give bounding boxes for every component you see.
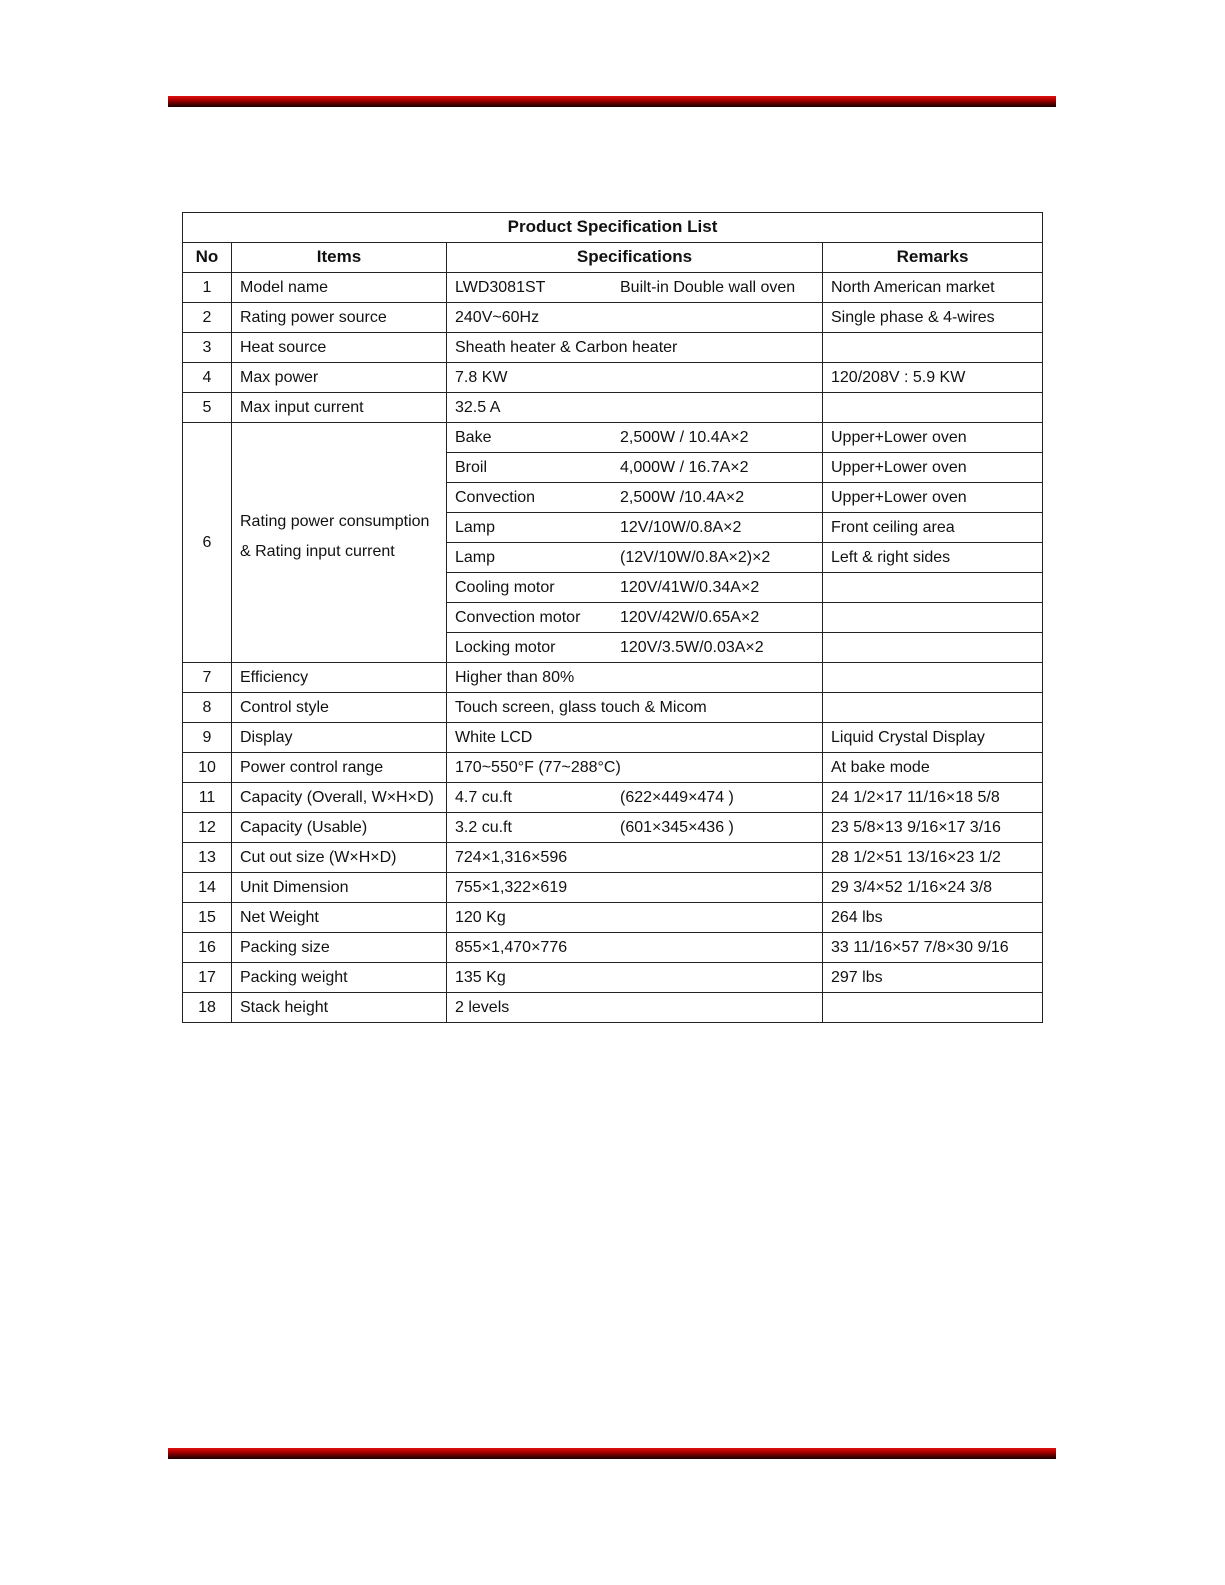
spec-primary: 135 Kg (455, 968, 506, 986)
spec-primary: 2 levels (455, 998, 510, 1016)
row-number: 3 (183, 333, 232, 363)
spec-primary: Higher than 80% (455, 668, 575, 686)
row-specification (447, 513, 823, 543)
component-rating: 120V/3.5W/0.03A×2 (620, 638, 764, 656)
component-rating: 2,500W / 10.4A×2 (620, 428, 749, 446)
row-remark: At bake mode (823, 753, 1043, 783)
component-rating: 120V/42W/0.65A×2 (620, 608, 760, 626)
row-number: 1 (183, 273, 232, 303)
table-row (183, 303, 1043, 333)
row-number: 13 (183, 843, 232, 873)
row-specification (447, 813, 823, 843)
row-remark (823, 633, 1043, 663)
row-remark (823, 393, 1043, 423)
row-remark: North American market (823, 273, 1043, 303)
table-row (183, 273, 1043, 303)
table-row (183, 333, 1043, 363)
row-item: Max power (232, 363, 447, 393)
table-row (183, 843, 1043, 873)
row-specification (447, 753, 823, 783)
table-row (183, 993, 1043, 1023)
row-specification (447, 603, 823, 633)
row-item: Efficiency (232, 663, 447, 693)
component-rating: 4,000W / 16.7A×2 (620, 458, 749, 476)
row-remark (823, 993, 1043, 1023)
table-title-row (183, 213, 1043, 243)
component-name: Broil (455, 458, 488, 476)
spec-primary: 3.2 cu.ft (455, 818, 512, 836)
row-number: 18 (183, 993, 232, 1023)
spec-primary: 7.8 KW (455, 368, 508, 386)
row-specification (447, 783, 823, 813)
item-line-1: Rating power consumption (240, 512, 430, 530)
row-specification (447, 903, 823, 933)
spec-primary: 32.5 A (455, 398, 501, 416)
row-remark: 24 1/2×17 11/16×18 5/8 (823, 783, 1043, 813)
table-header-row (183, 243, 1043, 273)
spec-primary: Touch screen, glass touch & Micom (455, 698, 707, 716)
row-number: 6 (183, 423, 232, 663)
row-number: 16 (183, 933, 232, 963)
row-remark: Upper+Lower oven (823, 483, 1043, 513)
row-specification (447, 933, 823, 963)
table-title: Product Specification List (183, 213, 1043, 243)
row-specification (447, 723, 823, 753)
row-item: Display (232, 723, 447, 753)
row-item: Packing weight (232, 963, 447, 993)
row-number: 4 (183, 363, 232, 393)
row-item: Capacity (Overall, W×H×D) (232, 783, 447, 813)
row-specification (447, 303, 823, 333)
table-row (183, 903, 1043, 933)
component-name: Convection (455, 488, 536, 506)
row-number: 14 (183, 873, 232, 903)
row-number: 5 (183, 393, 232, 423)
row-specification (447, 333, 823, 363)
row-remark (823, 573, 1043, 603)
component-name: Lamp (455, 518, 496, 536)
row-number: 7 (183, 663, 232, 693)
table-row (183, 693, 1043, 723)
table-row (183, 393, 1043, 423)
spec-primary: 855×1,470×776 (455, 938, 568, 956)
table-row (183, 963, 1043, 993)
header-rule (168, 96, 1056, 107)
component-rating: (12V/10W/0.8A×2)×2 (620, 548, 771, 566)
row-number: 8 (183, 693, 232, 723)
product-spec-table (182, 212, 1043, 1023)
row-specification (447, 873, 823, 903)
row-number: 2 (183, 303, 232, 333)
row-item (232, 423, 447, 663)
table-row (183, 663, 1043, 693)
row-item: Stack height (232, 993, 447, 1023)
spec-primary: 170~550°F (77~288°C) (455, 758, 621, 776)
spec-primary: 120 Kg (455, 908, 506, 926)
table-row (183, 813, 1043, 843)
spec-primary: White LCD (455, 728, 533, 746)
component-name: Cooling motor (455, 578, 555, 596)
row-specification (447, 963, 823, 993)
header-no: No (183, 243, 232, 273)
spec-primary: LWD3081ST (455, 278, 546, 296)
row-remark (823, 603, 1043, 633)
row-specification (447, 483, 823, 513)
row-item: Cut out size (W×H×D) (232, 843, 447, 873)
row-specification (447, 393, 823, 423)
row-remark: Single phase & 4-wires (823, 303, 1043, 333)
component-name: Bake (455, 428, 492, 446)
spec-primary: 755×1,322×619 (455, 878, 568, 896)
row-specification (447, 573, 823, 603)
row-number: 9 (183, 723, 232, 753)
row-remark (823, 333, 1043, 363)
row-remark: Upper+Lower oven (823, 423, 1043, 453)
spec-primary: 4.7 cu.ft (455, 788, 512, 806)
row-item: Net Weight (232, 903, 447, 933)
row-remark: Upper+Lower oven (823, 453, 1043, 483)
row-number: 15 (183, 903, 232, 933)
row-remark: 28 1/2×51 13/16×23 1/2 (823, 843, 1043, 873)
table-row (183, 753, 1043, 783)
row-specification (447, 423, 823, 453)
component-rating: 2,500W /10.4A×2 (620, 488, 745, 506)
row-remark: Front ceiling area (823, 513, 1043, 543)
row-remark: Left & right sides (823, 543, 1043, 573)
table-row (183, 723, 1043, 753)
row-remark (823, 693, 1043, 723)
row-item: Capacity (Usable) (232, 813, 447, 843)
row-remark: 29 3/4×52 1/16×24 3/8 (823, 873, 1043, 903)
table-row (183, 423, 1043, 453)
row-specification (447, 663, 823, 693)
row-specification (447, 543, 823, 573)
row-item: Max input current (232, 393, 447, 423)
spec-secondary: (601×345×436 ) (620, 818, 734, 836)
row-item: Packing size (232, 933, 447, 963)
row-remark (823, 663, 1043, 693)
component-rating: 120V/41W/0.34A×2 (620, 578, 760, 596)
row-specification (447, 453, 823, 483)
row-remark: 33 11/16×57 7/8×30 9/16 (823, 933, 1043, 963)
row-item: Heat source (232, 333, 447, 363)
footer-rule (168, 1448, 1056, 1459)
spec-primary: Sheath heater & Carbon heater (455, 338, 678, 356)
table-row (183, 873, 1043, 903)
component-rating: 12V/10W/0.8A×2 (620, 518, 742, 536)
spec-primary: 724×1,316×596 (455, 848, 568, 866)
header-items: Items (232, 243, 447, 273)
row-specification (447, 993, 823, 1023)
component-name: Lamp (455, 548, 496, 566)
spec-primary: 240V~60Hz (455, 308, 540, 326)
row-number: 12 (183, 813, 232, 843)
table-row (183, 363, 1043, 393)
row-item: Model name (232, 273, 447, 303)
row-specification (447, 693, 823, 723)
row-number: 11 (183, 783, 232, 813)
row-remark: 264 lbs (823, 903, 1043, 933)
row-specification (447, 273, 823, 303)
row-specification (447, 363, 823, 393)
row-item: Control style (232, 693, 447, 723)
row-remark: 23 5/8×13 9/16×17 3/16 (823, 813, 1043, 843)
row-number: 17 (183, 963, 232, 993)
table-row (183, 783, 1043, 813)
row-remark: Liquid Crystal Display (823, 723, 1043, 753)
component-name: Convection motor (455, 608, 581, 626)
component-name: Locking motor (455, 638, 556, 656)
table-row (183, 933, 1043, 963)
row-item: Unit Dimension (232, 873, 447, 903)
item-line-2: & Rating input current (240, 542, 395, 560)
header-specifications: Specifications (447, 243, 823, 273)
row-specification (447, 843, 823, 873)
row-number: 10 (183, 753, 232, 783)
row-remark: 297 lbs (823, 963, 1043, 993)
row-item: Power control range (232, 753, 447, 783)
spec-secondary: Built-in Double wall oven (620, 278, 796, 296)
row-specification (447, 633, 823, 663)
row-item: Rating power source (232, 303, 447, 333)
row-remark: 120/208V : 5.9 KW (823, 363, 1043, 393)
spec-secondary: (622×449×474 ) (620, 788, 734, 806)
header-remarks: Remarks (823, 243, 1043, 273)
